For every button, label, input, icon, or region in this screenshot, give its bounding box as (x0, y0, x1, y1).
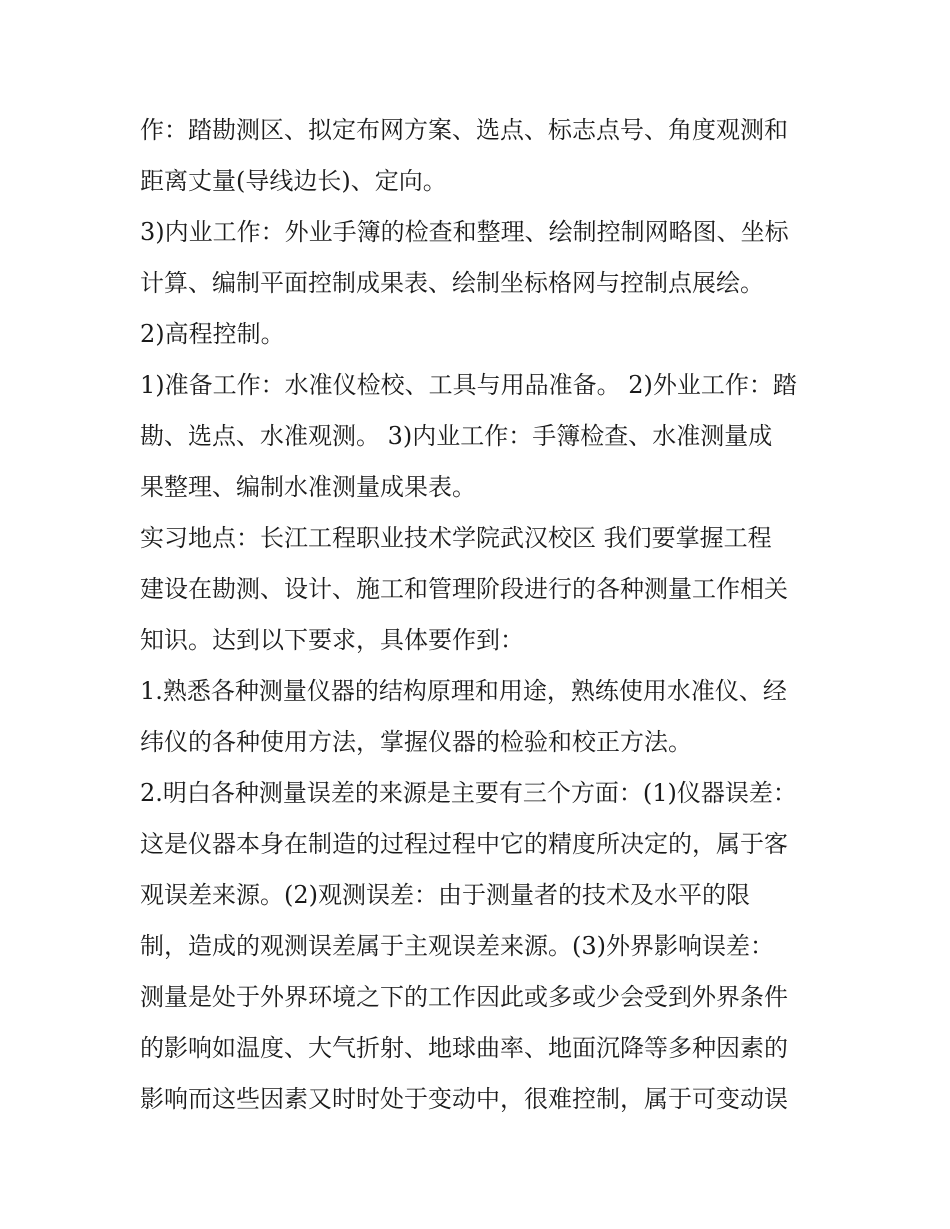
text-line: 观误差来源。(2)观测误差：由于测量者的技术及水平的限 (140, 881, 750, 909)
text-line: 1)准备工作：水准仪检校、工具与用品准备。 2)外业工作：踏 (140, 371, 797, 399)
text-line: 1.熟悉各种测量仪器的结构原理和用途，熟练使用水准仪、经 (140, 677, 787, 705)
text-line: 知识。达到以下要求，具体要作到： (140, 626, 524, 654)
text-line: 2)高程控制。 (140, 320, 285, 348)
text-line: 这是仪器本身在制造的过程过程中它的精度所决定的，属于客 (140, 830, 788, 858)
text-line: 建设在勘测、设计、施工和管理阶段进行的各种测量工作相关 (140, 575, 788, 603)
text-line: 果整理、编制水准测量成果表。 (140, 473, 476, 501)
text-line: 2.明白各种测量误差的来源是主要有三个方面：(1)仪器误差： (140, 779, 797, 807)
text-line: 距离丈量(导线边长)、定向。 (140, 167, 447, 195)
text-line: 制，造成的观测误差属于主观误差来源。(3)外界影响误差： (140, 932, 774, 960)
text-line: 勘、选点、水准观测。 3)内业工作：手簿检查、水准测量成 (140, 422, 773, 450)
text-line: 测量是处于外界环境之下的工作因此或多或少会受到外界条件 (140, 983, 788, 1011)
text-line: 纬仪的各种使用方法，掌握仪器的检验和校正方法。 (140, 728, 692, 756)
body-text (140, 105, 820, 1125)
text-line: 3)内业工作：外业手簿的检查和整理、绘制控制网略图、坐标 (140, 218, 789, 246)
text-line: 作：踏勘测区、拟定布网方案、选点、标志点号、角度观测和 (140, 116, 788, 144)
text-line: 的影响如温度、大气折射、地球曲率、地面沉降等多种因素的 (140, 1034, 788, 1062)
text-line: 影响而这些因素又时时处于变动中，很难控制，属于可变动误 (140, 1085, 788, 1113)
text-line: 计算、编制平面控制成果表、绘制坐标格网与控制点展绘。 (140, 269, 764, 297)
text-line: 实习地点：长江工程职业技术学院武汉校区 我们要掌握工程 (140, 524, 772, 552)
